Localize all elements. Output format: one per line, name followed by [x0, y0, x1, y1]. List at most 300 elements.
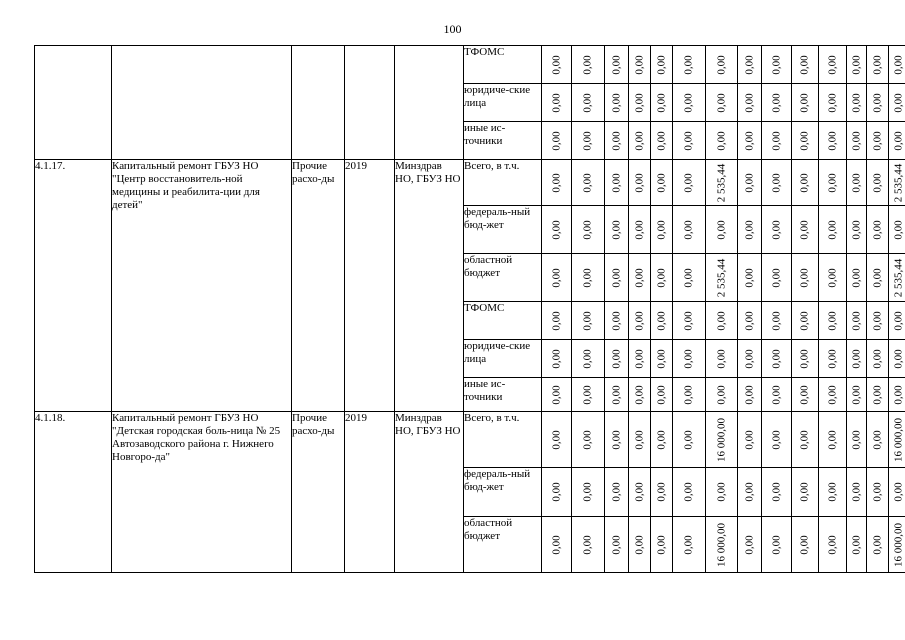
value-cell [605, 378, 629, 412]
value-text: 0,00 [682, 348, 695, 369]
value-text: 0,00 [826, 54, 838, 75]
value-cell [867, 517, 889, 573]
value-cell [651, 378, 673, 412]
value-text: 0,00 [798, 130, 811, 151]
value-text: 0,00 [682, 219, 695, 240]
value-cell [867, 340, 889, 378]
value-cell [889, 122, 905, 160]
value-text: 0,00 [743, 310, 755, 331]
value-text: 0,00 [610, 429, 622, 450]
value-text: 0,00 [715, 384, 727, 405]
value-text: 0,00 [655, 534, 667, 555]
value-text: 0,00 [610, 219, 622, 240]
value-text: 0,00 [743, 219, 755, 240]
value-cell [819, 254, 847, 302]
value-cell [605, 468, 629, 517]
value-text: 0,00 [798, 267, 811, 288]
value-cell [847, 84, 867, 122]
value-cell [889, 46, 905, 84]
value-cell [673, 206, 706, 254]
value-cell [738, 468, 762, 517]
value-cell [629, 254, 651, 302]
value-cell [762, 46, 792, 84]
value-text: 0,00 [682, 384, 695, 405]
item-year: 2019 [345, 160, 395, 412]
value-text: 0,00 [655, 92, 667, 113]
value-cell [792, 206, 819, 254]
value-cell [762, 206, 792, 254]
value-text: 0,00 [655, 130, 667, 151]
value-text: 0,00 [826, 267, 838, 288]
value-text: 0,00 [550, 534, 562, 555]
value-cell [542, 517, 572, 573]
value-text: 0,00 [682, 534, 695, 555]
funding-source: иные ис-точники [464, 378, 542, 412]
value-cell [572, 84, 605, 122]
funding-source: ТФОМС [464, 46, 542, 84]
value-cell [847, 302, 867, 340]
value-text: 0,00 [892, 384, 904, 405]
value-cell [867, 302, 889, 340]
value-text: 0,00 [826, 348, 838, 369]
value-cell [629, 206, 651, 254]
value-cell [651, 206, 673, 254]
item-year: 2019 [345, 412, 395, 573]
value-text: 0,00 [633, 348, 645, 369]
value-cell [819, 122, 847, 160]
value-text: 0,00 [633, 92, 645, 113]
value-text: 0,00 [871, 534, 883, 555]
value-text: 0,00 [655, 172, 667, 193]
value-text: 0,00 [655, 482, 667, 502]
value-text: 0,00 [610, 348, 622, 369]
value-text: 0,00 [581, 54, 594, 75]
value-text: 0,00 [798, 310, 811, 331]
budget-table [34, 45, 905, 573]
value-text: 0,00 [798, 384, 811, 405]
value-cell [867, 254, 889, 302]
value-cell [762, 412, 792, 468]
value-cell [738, 160, 762, 206]
value-cell [762, 517, 792, 573]
value-cell [673, 517, 706, 573]
value-cell [706, 340, 738, 378]
value-text: 0,00 [655, 348, 667, 369]
value-cell [572, 468, 605, 517]
value-cell [572, 340, 605, 378]
value-cell [847, 160, 867, 206]
value-text: 0,00 [715, 219, 727, 240]
value-cell [673, 46, 706, 84]
value-cell [706, 412, 738, 468]
value-text: 0,00 [871, 267, 883, 288]
item-executor: Минздрав НО, ГБУЗ НО [395, 160, 464, 412]
value-cell [847, 206, 867, 254]
value-text: 0,00 [770, 348, 782, 369]
value-text: 0,00 [743, 54, 755, 75]
value-text: 0,00 [850, 482, 862, 502]
item-category: Прочие расхо-ды [292, 160, 345, 412]
value-text: 0,00 [655, 267, 667, 288]
value-cell [889, 302, 905, 340]
value-cell [738, 378, 762, 412]
value-cell [889, 378, 905, 412]
value-text: 0,00 [770, 384, 782, 405]
value-cell [792, 412, 819, 468]
value-cell [651, 46, 673, 84]
value-text: 0,00 [682, 92, 695, 113]
budget-table-body [35, 46, 905, 573]
value-text: 0,00 [682, 267, 695, 288]
item-category-cell [292, 46, 345, 160]
value-cell [572, 122, 605, 160]
value-cell [706, 46, 738, 84]
value-cell [706, 84, 738, 122]
value-text: 0,00 [633, 267, 645, 288]
value-text: 0,00 [655, 384, 667, 405]
funding-source: ТФОМС [464, 302, 542, 340]
value-text: 0,00 [826, 384, 838, 405]
value-text: 0,00 [743, 92, 755, 113]
value-cell [867, 122, 889, 160]
value-text: 0,00 [798, 219, 811, 240]
value-text: 0,00 [550, 384, 562, 405]
value-cell [605, 206, 629, 254]
value-cell [706, 122, 738, 160]
value-cell [542, 340, 572, 378]
value-text: 0,00 [715, 310, 727, 331]
value-cell [706, 160, 738, 206]
value-text: 0,00 [892, 310, 904, 331]
value-text: 0,00 [655, 219, 667, 240]
value-cell [792, 340, 819, 378]
value-cell [542, 378, 572, 412]
value-cell [819, 84, 847, 122]
value-text: 0,00 [770, 482, 782, 502]
value-cell [819, 468, 847, 517]
value-text: 0,00 [682, 172, 695, 193]
value-cell [762, 302, 792, 340]
value-text: 0,00 [826, 310, 838, 331]
value-text: 0,00 [798, 348, 811, 369]
value-text: 0,00 [826, 429, 838, 450]
value-cell [867, 206, 889, 254]
value-cell [706, 517, 738, 573]
value-text: 16 000,00 [892, 417, 904, 462]
value-text: 0,00 [633, 482, 645, 502]
value-cell [542, 254, 572, 302]
value-cell [651, 468, 673, 517]
value-cell [847, 254, 867, 302]
value-text: 0,00 [850, 384, 862, 405]
value-cell [889, 468, 905, 517]
value-cell [673, 254, 706, 302]
value-text: 0,00 [770, 219, 782, 240]
value-text: 0,00 [633, 534, 645, 555]
value-text: 0,00 [550, 54, 562, 75]
value-cell [651, 412, 673, 468]
funding-source: областной бюджет [464, 254, 542, 302]
funding-source: юридиче-ские лица [464, 84, 542, 122]
value-text: 0,00 [798, 54, 811, 75]
value-text: 0,00 [655, 310, 667, 331]
value-cell [738, 517, 762, 573]
value-cell [706, 206, 738, 254]
value-cell [572, 517, 605, 573]
value-text: 0,00 [633, 172, 645, 193]
value-text: 0,00 [550, 310, 562, 331]
value-cell [889, 84, 905, 122]
value-cell [673, 160, 706, 206]
value-cell [605, 122, 629, 160]
value-text: 0,00 [610, 92, 622, 113]
value-cell [867, 84, 889, 122]
value-text: 0,00 [550, 429, 562, 450]
value-text: 0,00 [743, 429, 755, 450]
value-text: 0,00 [850, 130, 862, 151]
value-cell [847, 412, 867, 468]
value-text: 0,00 [892, 54, 904, 75]
value-text: 0,00 [826, 534, 838, 555]
value-cell [651, 517, 673, 573]
value-cell [629, 160, 651, 206]
value-text: 0,00 [770, 429, 782, 450]
value-text: 16 000,00 [892, 522, 904, 567]
value-cell [605, 84, 629, 122]
value-text: 0,00 [892, 130, 904, 151]
value-text: 0,00 [892, 348, 904, 369]
item-number: 4.1.18. [35, 412, 112, 573]
value-text: 0,00 [550, 92, 562, 113]
value-text: 0,00 [581, 429, 594, 450]
item-name: Капитальный ремонт ГБУЗ НО "Детская городская боль-ница № 25 Автозаводского района г. Нижнего Новгоро-да" [112, 412, 292, 573]
value-text: 0,00 [798, 92, 811, 113]
value-text: 0,00 [581, 310, 594, 331]
value-text: 0,00 [826, 172, 838, 193]
value-text: 0,00 [871, 384, 883, 405]
value-cell [762, 254, 792, 302]
value-cell [629, 340, 651, 378]
value-cell [673, 378, 706, 412]
value-text: 0,00 [633, 130, 645, 151]
funding-source: федераль-ный бюд-жет [464, 468, 542, 517]
value-cell [762, 468, 792, 517]
value-cell [673, 122, 706, 160]
value-cell [738, 122, 762, 160]
value-cell [605, 517, 629, 573]
value-text: 0,00 [770, 54, 782, 75]
value-text: 0,00 [581, 130, 594, 151]
value-cell [792, 122, 819, 160]
funding-source: Всего, в т.ч. [464, 412, 542, 468]
funding-source: юридиче-ские лица [464, 340, 542, 378]
value-text: 2 535,44 [715, 163, 727, 202]
table-row [35, 160, 905, 206]
value-text: 0,00 [682, 130, 695, 151]
value-text: 0,00 [770, 534, 782, 555]
value-text: 0,00 [633, 219, 645, 240]
value-cell [651, 254, 673, 302]
value-cell [889, 340, 905, 378]
value-text: 0,00 [581, 348, 594, 369]
value-cell [629, 46, 651, 84]
value-cell [542, 468, 572, 517]
value-cell [629, 412, 651, 468]
value-text: 0,00 [850, 534, 862, 555]
value-text: 0,00 [743, 130, 755, 151]
item-executor: Минздрав НО, ГБУЗ НО [395, 412, 464, 573]
value-text: 0,00 [770, 92, 782, 113]
value-cell [572, 378, 605, 412]
value-cell [542, 84, 572, 122]
value-text: 0,00 [871, 54, 883, 75]
value-cell [792, 84, 819, 122]
value-cell [706, 378, 738, 412]
value-text: 0,00 [655, 429, 667, 450]
value-text: 0,00 [633, 310, 645, 331]
value-cell [629, 302, 651, 340]
value-text: 0,00 [892, 219, 904, 240]
value-text: 0,00 [610, 310, 622, 331]
value-cell [542, 206, 572, 254]
value-cell [847, 46, 867, 84]
value-text: 0,00 [871, 130, 883, 151]
value-text: 0,00 [550, 482, 562, 502]
value-cell [651, 302, 673, 340]
value-cell [629, 517, 651, 573]
value-cell [542, 122, 572, 160]
value-text: 0,00 [871, 92, 883, 113]
value-cell [762, 84, 792, 122]
value-cell [605, 254, 629, 302]
value-text: 0,00 [850, 267, 862, 288]
value-text: 0,00 [581, 172, 594, 193]
value-cell [605, 160, 629, 206]
value-text: 0,00 [743, 267, 755, 288]
value-text: 0,00 [550, 348, 562, 369]
value-text: 0,00 [682, 429, 695, 450]
value-cell [651, 84, 673, 122]
value-cell [605, 46, 629, 84]
value-text: 0,00 [826, 482, 838, 502]
value-cell [792, 302, 819, 340]
value-cell [673, 412, 706, 468]
value-cell [542, 46, 572, 84]
value-cell [762, 160, 792, 206]
value-cell [738, 206, 762, 254]
value-cell [651, 122, 673, 160]
value-text: 16 000,00 [715, 522, 727, 567]
value-text: 0,00 [610, 172, 622, 193]
value-text: 2 535,44 [892, 163, 904, 202]
value-cell [572, 206, 605, 254]
value-text: 0,00 [550, 172, 562, 193]
value-cell [542, 412, 572, 468]
value-cell [542, 160, 572, 206]
value-text: 0,00 [715, 348, 727, 369]
value-text: 0,00 [743, 534, 755, 555]
value-text: 0,00 [633, 54, 645, 75]
value-cell [889, 254, 905, 302]
value-text: 0,00 [892, 92, 904, 113]
value-text: 0,00 [798, 172, 811, 193]
value-cell [792, 46, 819, 84]
value-text: 0,00 [826, 219, 838, 240]
value-text: 0,00 [743, 348, 755, 369]
value-text: 0,00 [682, 482, 695, 502]
value-text: 0,00 [871, 219, 883, 240]
value-text: 0,00 [581, 92, 594, 113]
value-text: 0,00 [715, 482, 727, 502]
value-text: 0,00 [581, 384, 594, 405]
value-cell [762, 378, 792, 412]
value-cell [673, 84, 706, 122]
value-cell [762, 340, 792, 378]
value-cell [819, 46, 847, 84]
value-text: 0,00 [850, 172, 862, 193]
value-text: 0,00 [715, 130, 727, 151]
value-cell [847, 122, 867, 160]
value-cell [819, 517, 847, 573]
item-year-cell [345, 46, 395, 160]
value-text: 0,00 [871, 482, 883, 502]
value-text: 0,00 [850, 92, 862, 113]
value-text: 0,00 [715, 92, 727, 113]
value-cell [792, 468, 819, 517]
item-number: 4.1.17. [35, 160, 112, 412]
value-text: 16 000,00 [715, 417, 727, 462]
value-text: 0,00 [655, 54, 667, 75]
value-text: 0,00 [610, 482, 622, 502]
value-cell [651, 340, 673, 378]
value-cell [572, 302, 605, 340]
value-cell [738, 340, 762, 378]
value-text: 0,00 [850, 348, 862, 369]
item-executor-cell [395, 46, 464, 160]
table-row [35, 412, 905, 468]
funding-source: иные ис-точники [464, 122, 542, 160]
value-cell [738, 412, 762, 468]
value-cell [792, 378, 819, 412]
value-cell [572, 160, 605, 206]
value-cell [867, 378, 889, 412]
value-cell [792, 517, 819, 573]
value-text: 0,00 [610, 384, 622, 405]
value-cell [572, 46, 605, 84]
value-cell [738, 46, 762, 84]
value-cell [572, 254, 605, 302]
value-cell [819, 160, 847, 206]
value-text: 0,00 [610, 130, 622, 151]
value-cell [889, 517, 905, 573]
value-text: 0,00 [770, 267, 782, 288]
value-text: 0,00 [850, 219, 862, 240]
value-text: 0,00 [550, 267, 562, 288]
value-cell [651, 160, 673, 206]
item-name: Капитальный ремонт ГБУЗ НО "Центр восстановитель-ной медицины и реабилита-ции для детей" [112, 160, 292, 412]
value-cell [542, 302, 572, 340]
value-cell [706, 254, 738, 302]
item-name-cell [112, 46, 292, 160]
value-text: 0,00 [826, 130, 838, 151]
value-cell [629, 122, 651, 160]
value-text: 0,00 [871, 429, 883, 450]
item-category: Прочие расхо-ды [292, 412, 345, 573]
value-text: 0,00 [610, 54, 622, 75]
value-text: 0,00 [581, 482, 594, 502]
value-cell [762, 122, 792, 160]
value-text: 0,00 [682, 54, 695, 75]
